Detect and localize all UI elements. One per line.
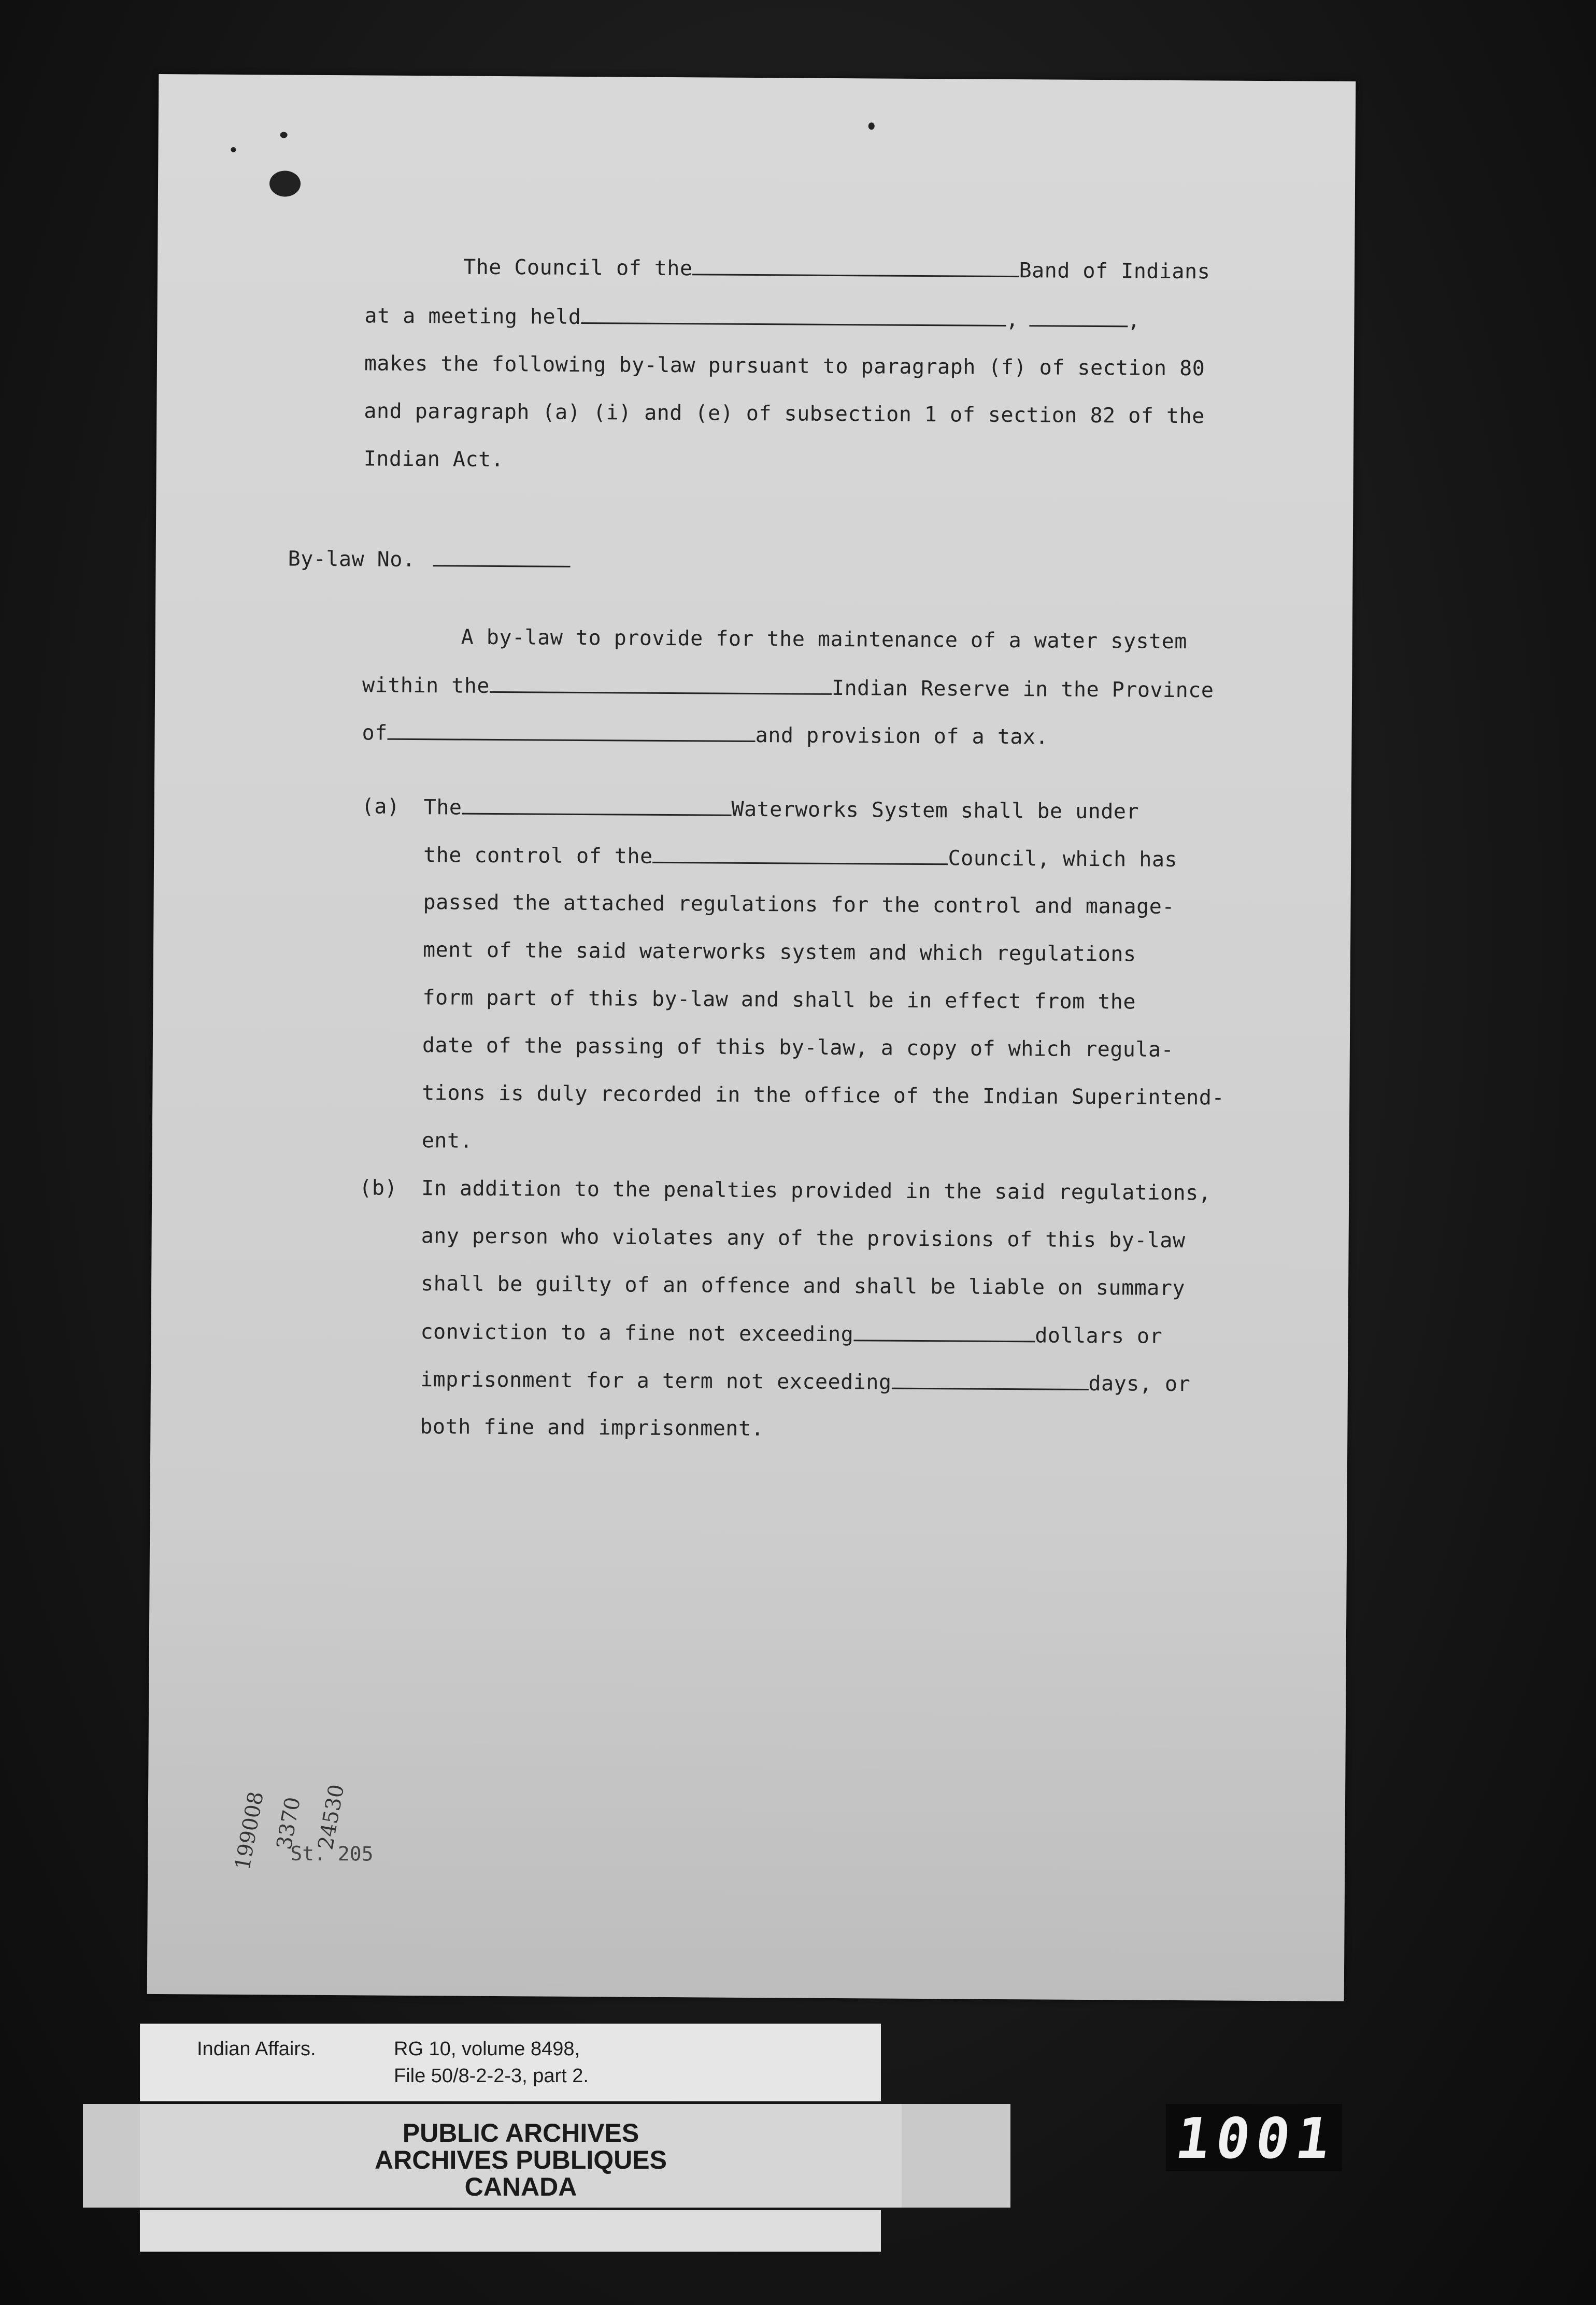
preamble-line-1 <box>463 255 1210 284</box>
archive-stamp-strip <box>83 2104 1010 2208</box>
bottom-label-strip <box>140 2210 881 2252</box>
preamble-line-2 <box>364 303 1140 332</box>
waterworks-name-blank <box>462 795 731 816</box>
clause-a-text: Council, which has <box>948 846 1178 872</box>
clause-b-line-3: shall be guilty of an offence and shall be liable on summary <box>420 1272 1186 1301</box>
clause-b-text: dollars or <box>1035 1324 1163 1348</box>
council-name-blank <box>653 844 948 865</box>
clause-a-line-1 <box>424 795 1139 823</box>
clause-a-text: the control of the <box>423 843 653 869</box>
preamble-line-3: makes the following by-law pursuant to paragraph (f) of section 80 <box>364 351 1205 381</box>
intro-text: Indian Reserve in the Province <box>831 676 1214 703</box>
clause-a-line-2 <box>423 843 1177 872</box>
archive-stamp <box>140 2104 902 2208</box>
clause-a-line-5: form part of this by-law and shall be in effect from the <box>422 986 1136 1014</box>
ink-speck <box>280 132 288 138</box>
bylaw-number-line <box>288 547 571 573</box>
province-blank <box>388 721 756 742</box>
bylaw-number-blank <box>433 547 571 567</box>
clause-b-line-6: both fine and imprisonment. <box>420 1415 764 1441</box>
intro-line-3 <box>362 720 1048 749</box>
clause-a-line-6: date of the passing of this by-law, a copy of which regula- <box>422 1033 1174 1062</box>
archive-reference-label <box>140 2024 881 2101</box>
clause-b-text: conviction to a fine not exceeding <box>420 1320 854 1347</box>
intro-line-1: A by-law to provide for the maintenance of a water system <box>461 625 1188 654</box>
preamble-text: , <box>1127 308 1141 333</box>
clause-a-text: Waterworks System shall be under <box>731 797 1139 824</box>
ink-speck <box>868 122 875 130</box>
band-name-blank <box>692 256 1019 277</box>
clause-b-marker: (b) <box>359 1176 398 1200</box>
intro-line-2 <box>362 673 1214 702</box>
punch-hole-mark <box>269 170 301 196</box>
clause-b-line-1: In addition to the penalties provided in the said regulations, <box>421 1176 1212 1205</box>
clause-b-text: days, or <box>1088 1371 1191 1397</box>
meeting-year-blank <box>1029 307 1128 327</box>
clause-b-line-5 <box>420 1367 1190 1396</box>
preamble-line-5: Indian Act. <box>363 447 504 472</box>
institution-fr: ARCHIVES PUBLIQUES <box>375 2145 667 2174</box>
clause-b-line-4 <box>420 1319 1162 1348</box>
clause-a-line-3: passed the attached regulations for the control and manage- <box>423 890 1175 919</box>
preamble-line-4: and paragraph (a) (i) and (e) of subsection 1 of section 82 of the <box>364 399 1205 429</box>
intro-text: and provision of a tax. <box>755 723 1049 749</box>
handwritten-note-2: 3370 <box>272 1795 305 1852</box>
reference-line-1: RG 10, volume 8498, <box>394 2038 580 2060</box>
preamble-text: The Council of the <box>463 255 693 281</box>
meeting-date-blank <box>581 305 1006 326</box>
clause-a-marker: (a) <box>361 794 400 819</box>
clause-a-text: The <box>423 795 462 820</box>
clause-a-line-7: tions is duly recorded in the office of the Indian Superintend- <box>422 1081 1225 1110</box>
bylaw-number-label: By-law No. <box>288 547 416 572</box>
stamp-number: St. 205 <box>290 1842 374 1866</box>
clause-a-line-8: ent. <box>421 1129 473 1153</box>
handwritten-note-1: 199008 <box>231 1789 268 1872</box>
preamble-text: , <box>1006 307 1019 332</box>
reserve-name-blank <box>490 674 832 695</box>
clause-a-line-4: ment of the said waterworks system and which regulations <box>422 938 1136 966</box>
clause-b-text: imprisonment for a term not exceeding <box>420 1368 892 1395</box>
handwritten-note-3: 24530 <box>314 1782 349 1852</box>
document-page <box>147 74 1356 2001</box>
clause-b-line-2: any person who violates any of the provisions of this by-law <box>421 1224 1186 1253</box>
intro-text: within the <box>362 673 490 698</box>
fonds-label: Indian Affairs. <box>197 2038 316 2060</box>
imprisonment-days-blank <box>891 1370 1088 1390</box>
institution-country: CANADA <box>464 2172 577 2201</box>
frame-counter: 1001 <box>1172 2107 1341 2171</box>
institution-en: PUBLIC ARCHIVES <box>402 2118 639 2147</box>
reference-line-2: File 50/8-2-2-3, part 2. <box>394 2065 589 2087</box>
preamble-text: at a meeting held <box>364 304 581 329</box>
fine-amount-blank <box>853 1322 1035 1342</box>
ink-speck <box>231 147 236 152</box>
preamble-text: Band of Indians <box>1019 259 1210 284</box>
intro-text: of <box>362 721 388 745</box>
